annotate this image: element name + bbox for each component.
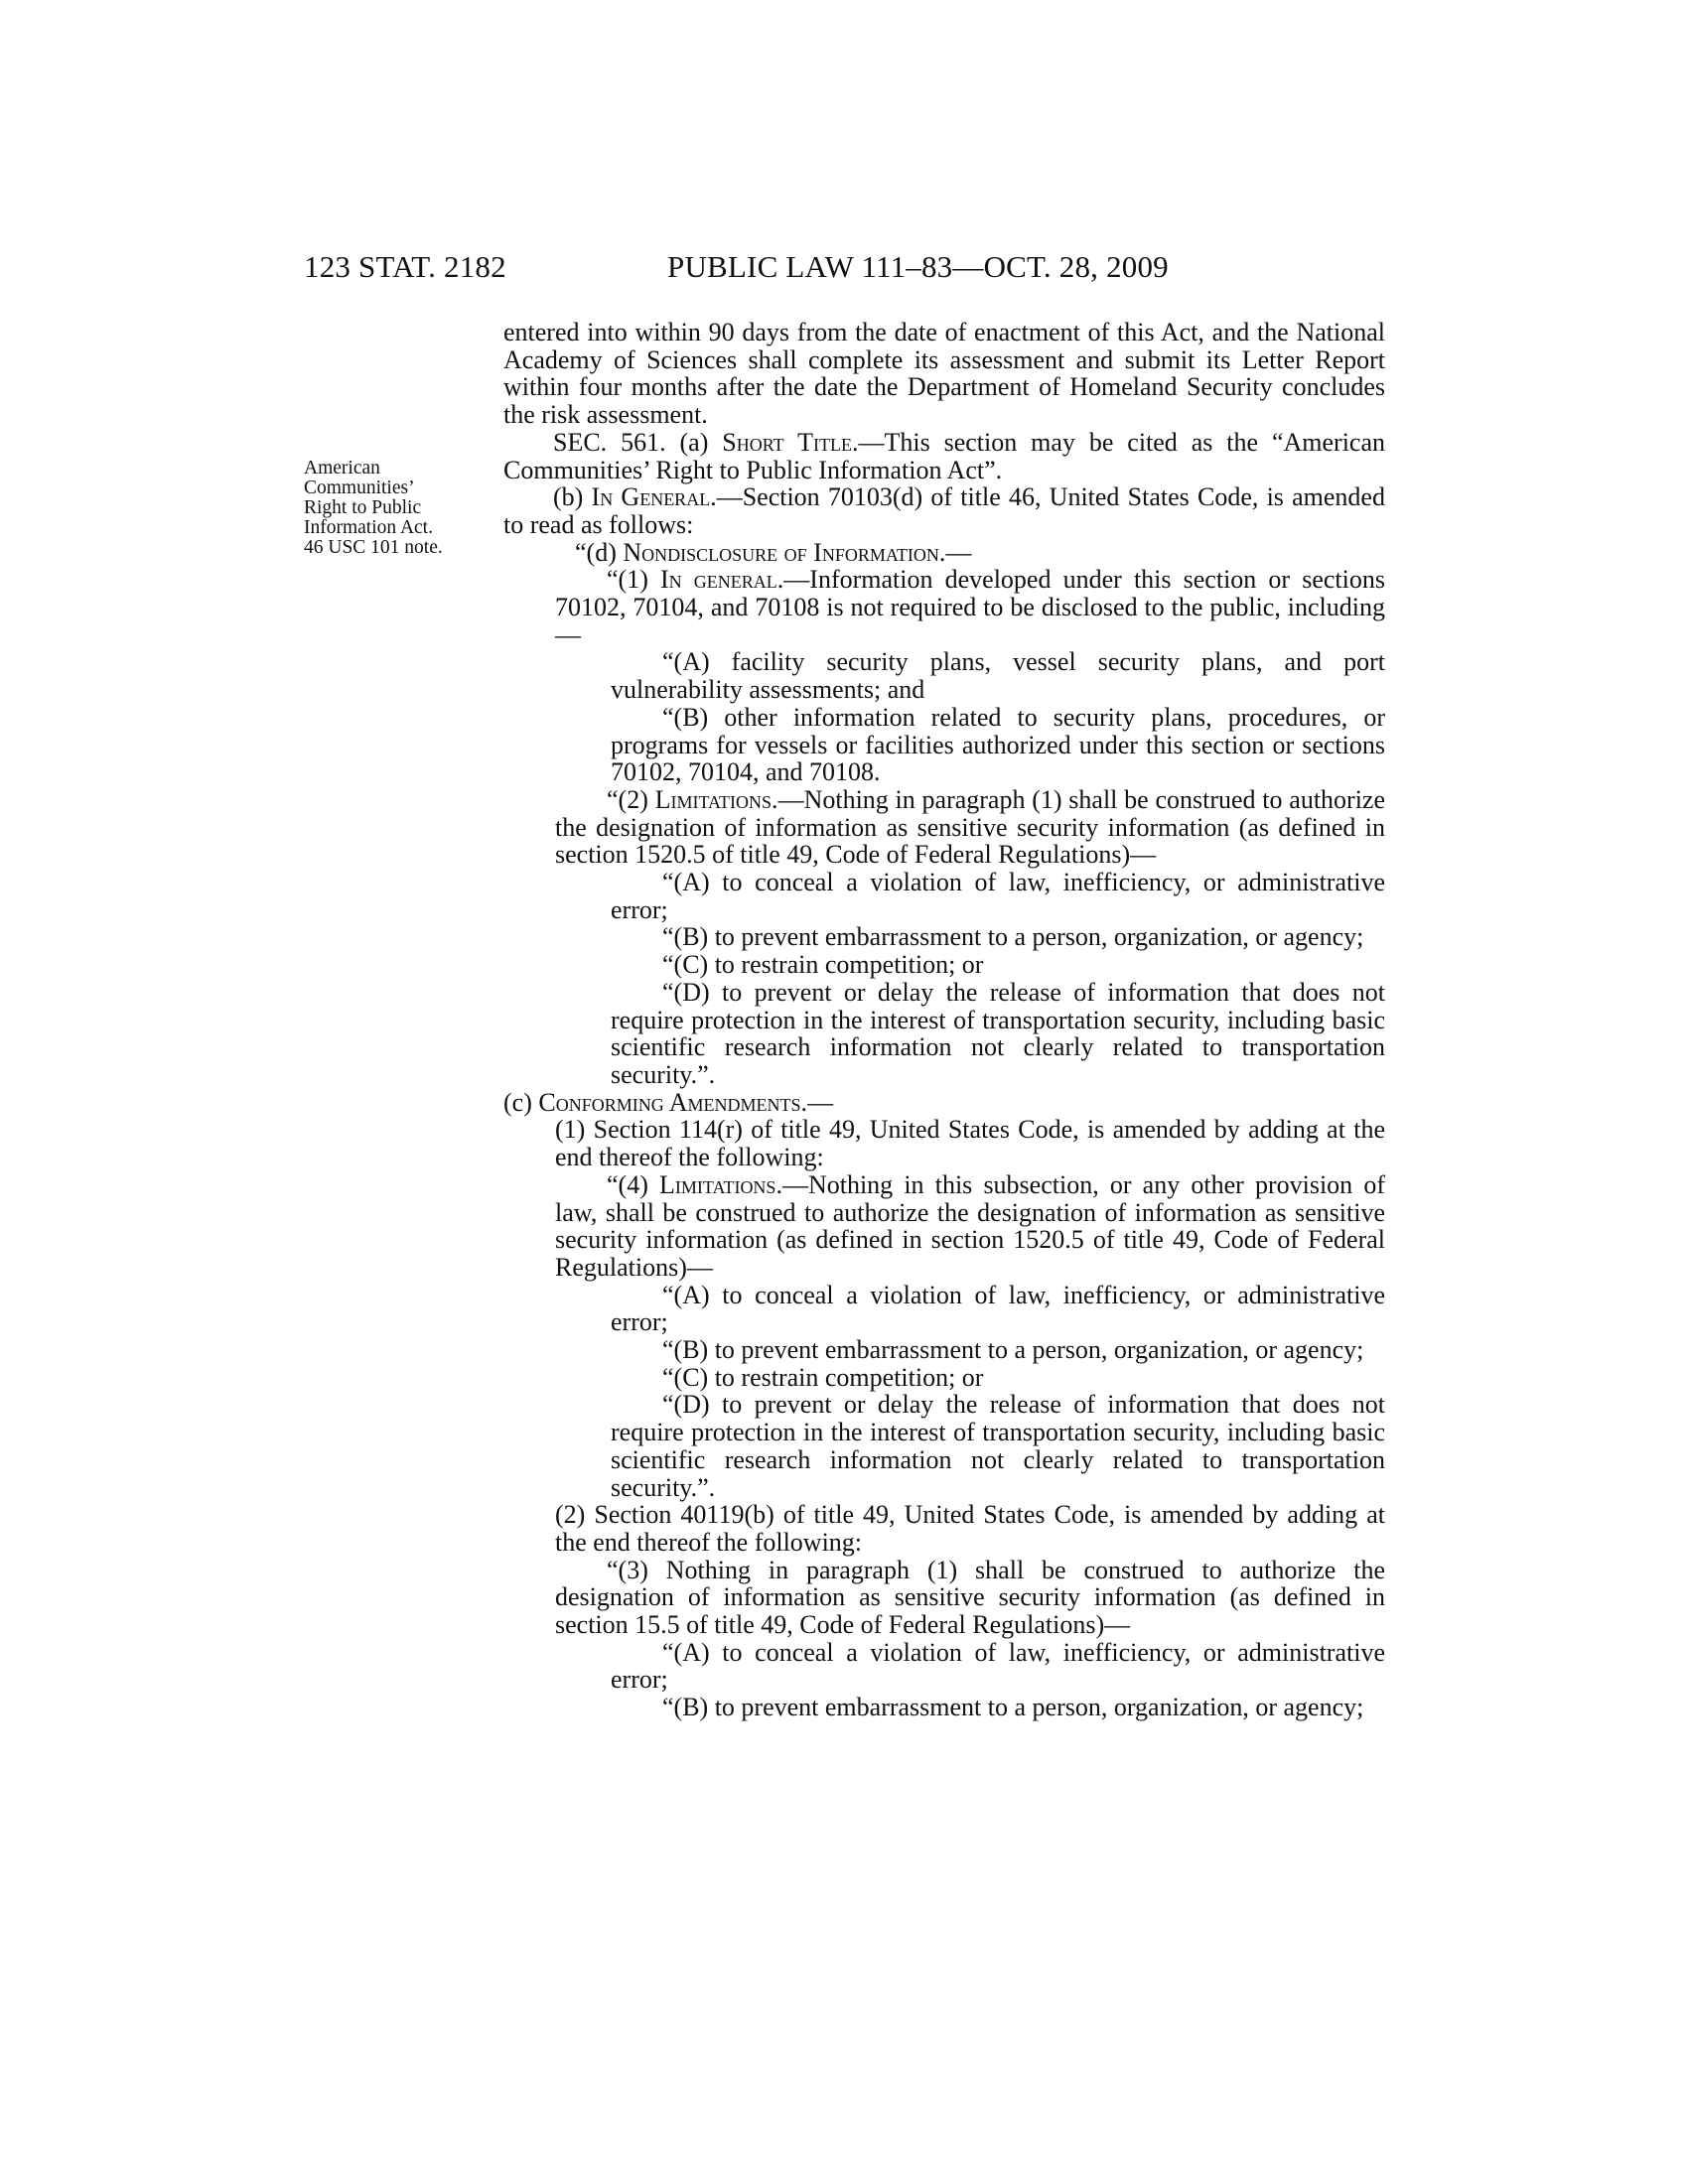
paragraph-text: —Nothing in this subsection, or any other provision of law, shall be construed to authorize the designation of information as sensitive security information (as defined in section 1520.5 of title 49, Code of Federal Regulations)—: [555, 1169, 1385, 1282]
paragraph: entered into within 90 days from the date of enactment of this Act, and the National Academy of Sciences shall complete its assessment and submit its Letter Report within four months after the date the Department of Homeland Security concludes the risk assessment.: [503, 318, 1385, 430]
paragraph-text: —: [807, 1087, 834, 1117]
paragraph-prefix: “(2): [607, 784, 655, 814]
paragraph-prefix: “(d): [575, 537, 624, 567]
margin-note-line: Information Act.: [304, 517, 433, 538]
margin-note-line: Right to Public: [304, 497, 422, 518]
paragraph-heading: In general.: [660, 565, 784, 595]
page-number-header: 123 STAT. 2182: [304, 249, 506, 284]
section-paragraph: [503, 429, 1385, 483]
paragraph-heading: Limitations.: [654, 784, 778, 814]
margin-note: [304, 459, 491, 558]
paragraph-prefix: “(1): [607, 565, 660, 595]
paragraph-text: —This section may be cited as the “American Communities’ Right to Public Information Act”.: [503, 427, 1385, 484]
margin-note-line: 46 USC 101 note.: [304, 537, 443, 558]
subsection-heading: [503, 1089, 1385, 1117]
subparagraph: “(A) to conceal a violation of law, inefficiency, or administrative error;: [611, 1280, 1385, 1337]
running-header: PUBLIC LAW 111–83—OCT. 28, 2009: [667, 249, 1169, 284]
subparagraph: “(D) to prevent or delay the release of information that does not require protection in the interest of transportation security, including basic scientific research information not clearly related to transportation security.”.: [611, 977, 1385, 1089]
margin-note-line: American: [304, 458, 380, 478]
paragraph-heading: Limitations.: [659, 1169, 782, 1199]
subparagraph: “(B) other information related to security plans, procedures, or programs for vessels or facilities authorized under this section or sections 70102, 70104, and 70108.: [611, 702, 1385, 787]
body-text: [503, 319, 1385, 1721]
paragraph-prefix: (c): [503, 1087, 539, 1117]
subparagraph: “(A) to conceal a violation of law, inefficiency, or administrative error;: [611, 1637, 1385, 1695]
paragraph: (1) Section 114(r) of title 49, United States Code, is amended by adding at the end thereof the following:: [555, 1115, 1385, 1172]
paragraph-prefix: (b): [553, 482, 592, 512]
paragraph-heading: Nondisclosure of Information.: [623, 537, 946, 567]
subparagraph: “(A) facility security plans, vessel security plans, and port vulnerability assessments; and: [611, 647, 1385, 705]
section-paragraph: [503, 483, 1385, 538]
subparagraph: “(D) to prevent or delay the release of information that does not require protection in the interest of transportation security, including basic scientific research information not clearly related to transportation security.”.: [611, 1390, 1385, 1502]
subparagraph: “(C) to restrain competition; or: [662, 1362, 984, 1392]
paragraph: [503, 786, 1385, 869]
paragraph: “(3) Nothing in paragraph (1) shall be construed to authorize the designation of information as sensitive security information (as defined in section 15.5 of title 49, Code of Federal Regulations)—: [555, 1555, 1385, 1640]
paragraph-text: —Nothing in paragraph (1) shall be construed to authorize the designation of information as sensitive security information (as defined in section 1520.5 of title 49, Code of Federal Regulations)—: [555, 784, 1386, 870]
subparagraph: “(B) to prevent embarrassment to a person, organization, or agency;: [662, 922, 1364, 952]
margin-note-line: Communities’: [304, 478, 415, 498]
paragraph: [503, 566, 1385, 648]
subparagraph: “(A) to conceal a violation of law, inefficiency, or administrative error;: [611, 868, 1385, 924]
subparagraph: “(C) to restrain competition; or: [662, 950, 984, 980]
paragraph: [503, 1171, 1385, 1282]
paragraph-heading: Conforming Amendments.: [538, 1087, 808, 1117]
paragraph-prefix: SEC. 561. (a): [553, 427, 723, 457]
subparagraph: “(B) to prevent embarrassment to a person, organization, or agency;: [662, 1335, 1364, 1365]
subparagraph: “(B) to prevent embarrassment to a person, organization, or agency;: [662, 1693, 1364, 1722]
paragraph-heading: In General.: [591, 482, 717, 512]
paragraph-prefix: “(4): [607, 1169, 660, 1199]
paragraph-text: —: [945, 537, 972, 567]
paragraph: (2) Section 40119(b) of title 49, United States Code, is amended by adding at the end thereof the following:: [555, 1500, 1385, 1557]
subsection-heading: [503, 539, 1385, 567]
paragraph-text: —Information developed under this section or sections 70102, 70104, and 70108 is not required to be disclosed to the public, including—: [555, 565, 1385, 649]
paragraph-text: —Section 70103(d) of title 46, United States Code, is amended to read as follows:: [503, 482, 1385, 539]
paragraph-heading: Short Title.: [722, 427, 859, 457]
